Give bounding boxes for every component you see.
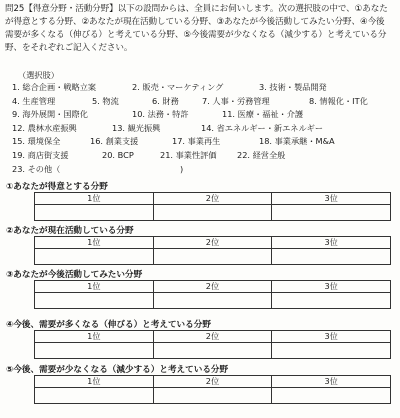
rank-label: 1位 [35,331,154,343]
choice-row [12,96,397,110]
rank-label: 3位 [272,376,391,388]
rank-table-strong-fields [34,192,391,221]
rank-label: 2位 [153,376,272,388]
rank-label: 3位 [272,237,391,249]
choice-item: 19. 商店街支援 [12,149,69,160]
answer-cell-3[interactable] [272,249,391,265]
choice-item: 3. 技術・製品開発 [259,82,327,92]
answer-cell-1[interactable] [35,293,154,309]
rank-label: 3位 [272,193,391,205]
answer-cell-1[interactable] [35,343,154,359]
choice-item: 21. 事業性評価 [160,149,217,160]
answer-cell-3[interactable] [272,205,391,221]
choice-item: 7. 人事・労務管理 [202,95,270,106]
choice-item: 4. 生産管理 [12,95,56,106]
choice-item: 22. 経営全般 [237,149,286,160]
section-title-current-fields: ②あなたが現在活動している分野 [6,226,134,236]
choice-row [12,82,397,96]
section-title-strong-fields: ①あなたが得意とする分野 [6,182,108,192]
rank-label: 2位 [153,281,272,293]
answer-cell-3[interactable] [272,388,391,404]
choice-row [12,164,397,178]
answer-cell-3[interactable] [272,293,391,309]
answer-cell-1[interactable] [35,205,154,221]
rank-label: 1位 [35,376,154,388]
choice-item: 16. 創業支援 [90,136,139,147]
rank-table-current-fields [34,236,391,265]
choice-item: 6. 財務 [152,95,179,106]
rank-label: 3位 [272,331,391,343]
choice-item: 8. 情報化・IT化 [309,95,368,106]
choice-row [12,109,397,123]
choice-item: 13. 観光振興 [112,122,161,133]
answer-cell-2[interactable] [153,249,272,265]
choice-item: 17. 事業再生 [172,136,221,147]
choice-item: 20. BCP [102,149,134,160]
choice-row [12,150,397,164]
rank-table-future-fields [34,280,391,309]
answer-cell-2[interactable] [153,293,272,309]
choice-item: 9. 海外展開・国際化 [12,109,88,120]
rank-label: 2位 [153,193,272,205]
question-text [5,3,393,55]
answer-cell-2[interactable] [153,343,272,359]
answer-cell-2[interactable] [153,205,272,221]
rank-table-declining-demand [34,375,391,404]
choice-item: 15. 環境保全 [12,136,61,147]
choice-item: 12. 農林水産振興 [12,122,77,133]
rank-label: 3位 [272,281,391,293]
section-title-future-fields: ③あなたが今後活動してみたい分野 [6,270,143,280]
answer-cell-3[interactable] [272,343,391,359]
rank-table-growing-demand [34,330,391,359]
choices-title: （選択肢） [18,70,59,80]
section-title-declining-demand: ⑤今後、需要が少なくなる（減少する）と考えている分野 [6,365,229,375]
answer-cell-2[interactable] [153,388,272,404]
choice-item: 18. 事業承継・M&A [259,136,335,147]
rank-label: 1位 [35,193,154,205]
question-number: 問25 [5,4,25,14]
answer-cell-1[interactable] [35,388,154,404]
choice-item: 10. 法務・特許 [132,109,189,120]
choices-list [12,82,397,177]
choice-row [12,136,397,150]
rank-label: 1位 [35,237,154,249]
rank-label: 2位 [153,331,272,343]
choice-item: 2. 販売・マーケティング [132,82,224,92]
section-title-growing-demand: ④今後、需要が多くなる（伸びる）と考えている分野 [6,320,211,330]
rank-label: 1位 [35,281,154,293]
choice-row [12,123,397,137]
answer-cell-1[interactable] [35,249,154,265]
choice-item: 11. 医療・福祉・介護 [222,109,304,120]
choice-other-close: ) [180,163,184,174]
choice-other: 23. その他（ [12,163,61,174]
rank-label: 2位 [153,237,272,249]
choice-item: 14. 省エネルギー・新エネルギー [201,122,324,133]
choice-item: 1. 総合企画・戦略立案 [12,82,97,92]
choice-item: 5. 物流 [92,95,119,106]
question-body: 【得意分野・活動分野】以下の設問からは、全員にお伺いします。次の選択肢の中で、①あなたが得意とする分野、②あなたが現在活動している分野、③あなたが今後活動してみたい分野、④今後需要が多くなる（伸びる）と考えている分野、⑤今後需要が少なくなる（減少する）と考えている分野、をそれぞれご記入ください。 [5,4,388,53]
